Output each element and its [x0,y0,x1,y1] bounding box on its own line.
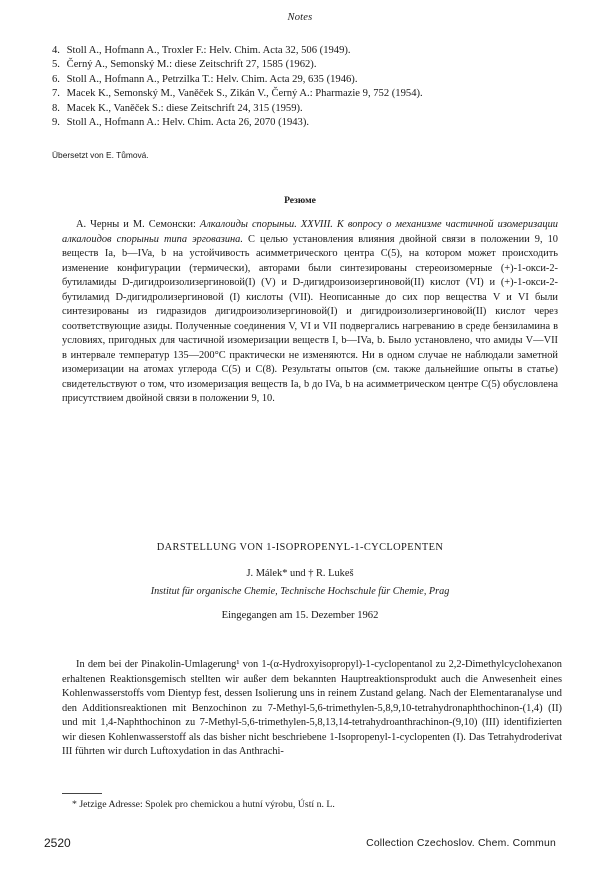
reference-item: 7. Macek K., Semonský M., Vaněček S., Zikán V., Černý A.: Pharmazie 9, 752 (1954). [52,88,423,100]
footnote-divider [62,793,102,794]
running-head: Notes [287,12,313,23]
resume-heading: Резюме [284,195,316,206]
article-institute: Institut für organische Chemie, Technische Hochschule für Chemie, Prag [150,586,450,597]
article-title: DARSTELLUNG VON 1-ISOPROPENYL-1-CYCLOPENTEN [156,542,444,553]
reference-item: 4. Stoll A., Hofmann A., Troxler F.: Helv. Chim. Acta 32, 506 (1949). [52,45,351,56]
reference-item: 5. Černý A., Semonský M.: diese Zeitschrift 27, 1585 (1962). [52,59,317,71]
article-text: In dem bei der Pinakolin-Umlagerung¹ von 1-(α-Hydroxyisopropyl)-1-cyclopentanol zu 2,2-Dimethylcyclohexanon erhaltenen Reaktionsgemisch stellten wir außer dem bekannten Hauptreaktionsprodukt auch die Anwesenheit eines Kohlenwasserstoffs vom Dientyp fest, dessen Isolierung uns in reinem Zustand gelang. Nach der Elementaranalyse und den Additionsreaktionen mit Benzochinon zu 7-Methyl-5,6-trimethylen-5,8,9,10-tetrahydronaphthochinon-(1,4) (II) und mit 1,4-Naphthochinon zu 7-Methyl-5,6-trimethylen-5,8,13,14-tetrahydroanthrachinon-(9,10) (III) identifizierten wir diesen Kohlenwasserstoff als das bisher nicht beschriebene 1-Isopropenyl-1-cyclopenten (I). Das Tetrahydroderivat III führten wir durch Luftoxydation in das Anthrachi- [62,659,562,757]
journal-name: Collection Czechoslov. Chem. Commun [366,838,556,849]
article-paragraph [62,658,562,760]
resume-authors: А. Черны и М. Семонски: [76,219,196,230]
article-authors: J. Málek* und † R. Lukeš [246,568,354,579]
resume-title: Алкалоиды спорыньи. XXVIII. К вопросу о механизме частичной изомеризации алкалоидов спорыньи типа эрговазина. [62,219,559,245]
received-date: Eingegangen am 15. Dezember 1962 [221,610,379,621]
resume-text: С целью установления влияния двойной связи в положении 9, 10 веществ Ia, b—IVa, b на устойчивость асимметрического центра C(5), на котором может происходить изменение конфигурации (термически), авторами были синтезированы стереоизомерные (+)-1-окси-2-бутиламиды D-дигидроизолизергиновой(I) (V) и D-дигидроизоизергиновой(II) кислот (VI) и (+)-1-окси-2-бутиламид D-дигидролизергиновой (I) кислоты (VII). Неописанные до сих пор вещества V и VI были синтезированы из гидразидов дигидроизолизергиновой(I) и дигидроизолизергиновой(II) кислот через соответствующие азиды. Полученные соединения V, VI и VII подвергались нагреванию в среде бензиламина в условиях, пригодных для частичной изомеризации веществ I, b—IVa, b. Было установлено, что амиды V—VII в интервале температур 135—200°C практически не изменяются. Ни в одном случае не наблюдали заметной изомеризации на атомах углерода C(5) и C(8). Результаты опытов (см. также дальнейшие опыты в статье) свидетельствуют о том, что изомеризация веществ Ia, b до IVa, b на асимметрическом центре C(5) обусловлена присутствием двойной связи в положении 9, 10. [62,233,558,404]
reference-item: 8. Macek K., Vaněček S.: diese Zeitschrift 24, 315 (1959). [52,102,303,114]
reference-list [52,44,572,130]
resume-paragraph [62,218,558,407]
page-number: 2520 [44,836,71,850]
reference-item: 6. Stoll A., Hofmann A., Petrzilka T.: Helv. Chim. Acta 29, 635 (1946). [52,73,358,85]
reference-item: 9. Stoll A., Hofmann A.: Helv. Chim. Acta 26, 2070 (1943). [52,117,310,129]
footnote: * Jetzige Adresse: Spolek pro chemickou a hutní výrobu, Ústí n. L. [72,799,335,810]
translator-note: Übersetzt von E. Tůmová. [52,150,149,160]
